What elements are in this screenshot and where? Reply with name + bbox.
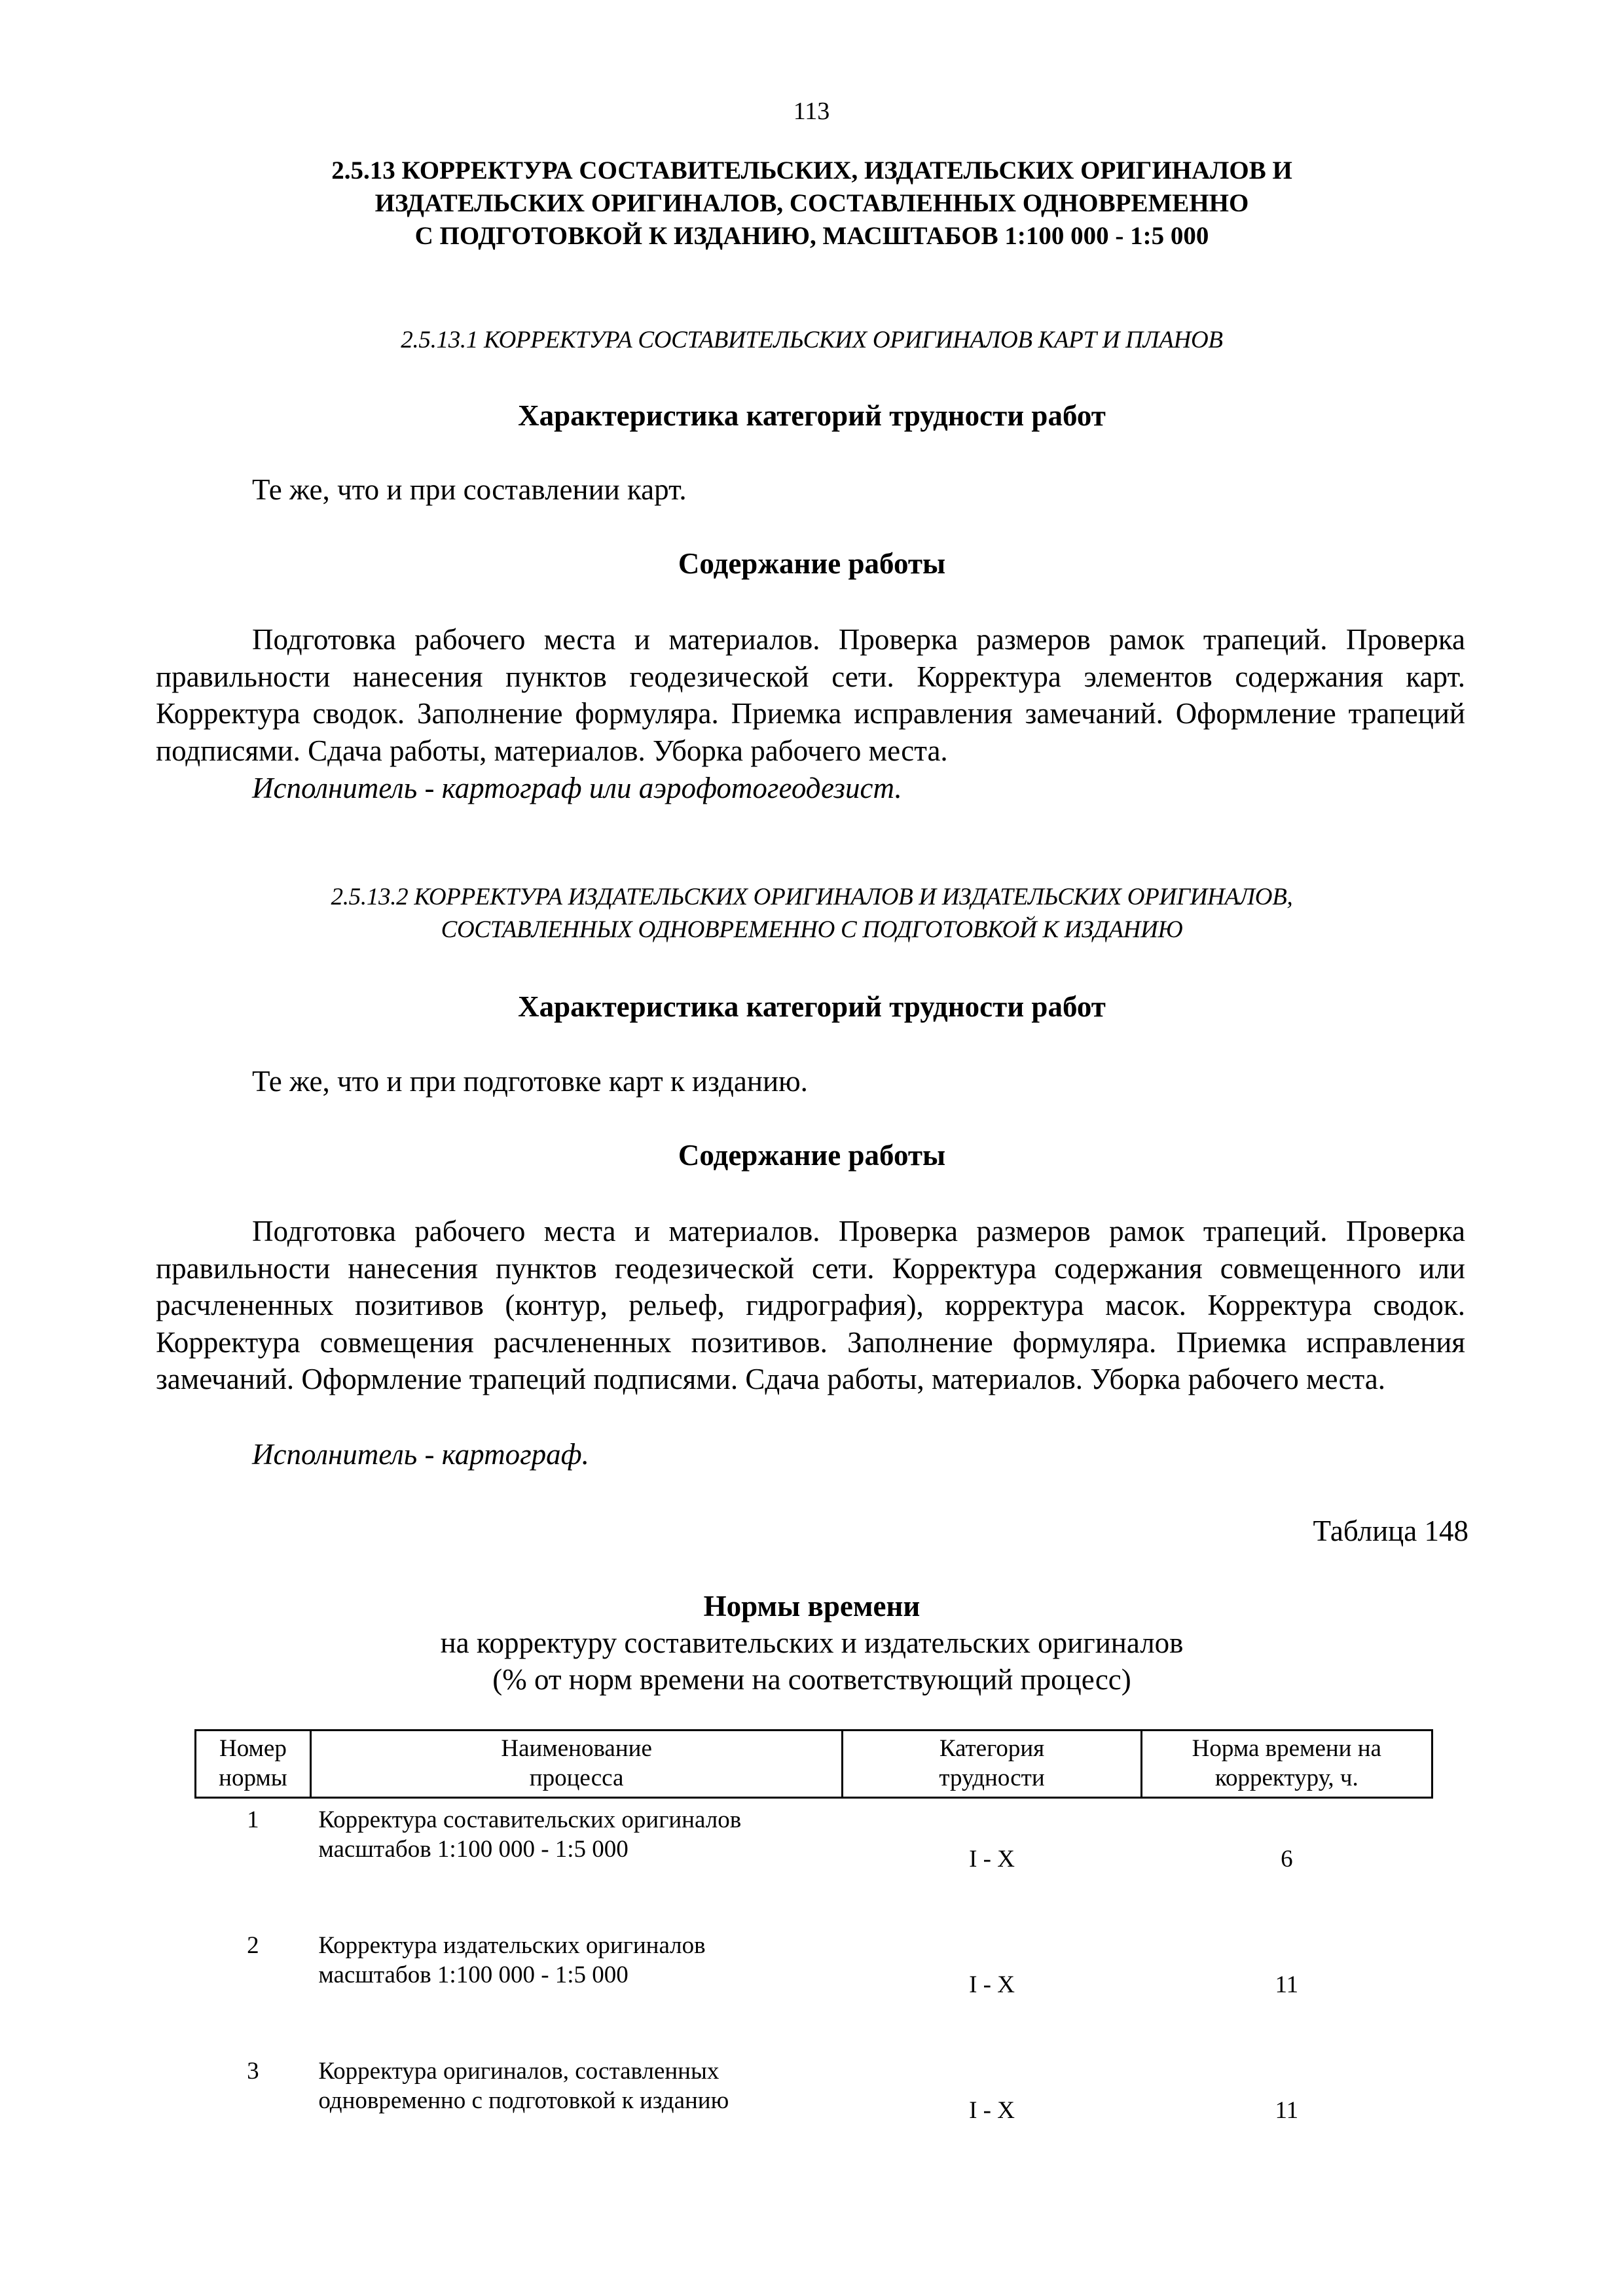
sub2-difficulty-text: Те же, что и при подготовке карт к изданию. xyxy=(252,1065,808,1098)
row-num: 2 xyxy=(247,1932,259,1959)
subsection-2-title xyxy=(196,881,1427,946)
row-norm: 11 xyxy=(1275,2097,1299,2124)
page-number: 113 xyxy=(793,98,830,125)
sub1-content-paragraph: Подготовка рабочего места и материалов. Проверка размеров рамок трапеций. Проверка правильности нанесения пунктов геодезической сети. Корректура элементов содержания карт. Корректура сводок. Заполнение формуляра. Приемка исправления замечаний. Оформление трапеций подписями. Сдача работы, материалов. Уборка рабочего места. xyxy=(156,623,1465,767)
header-category: Категория трудности xyxy=(843,1731,1141,1798)
section-title-line: 2.5.13 КОРРЕКТУРА СОСТАВИТЕЛЬСКИХ, ИЗДАТЕЛЬСКИХ ОРИГИНАЛОВ И xyxy=(331,156,1292,185)
row-category: I - X xyxy=(969,1846,1015,1873)
row-num: 3 xyxy=(247,2058,259,2085)
sub2-content-heading: Содержание работы xyxy=(678,1139,946,1172)
row-category: I - X xyxy=(969,2097,1015,2124)
sub1-difficulty-text: Те же, что и при составлении карт. xyxy=(252,473,687,506)
sub2-content-paragraph: Подготовка рабочего места и материалов. Проверка размеров рамок трапеций. Проверка правильности нанесения пунктов геодезической сети. Корректура содержания совмещенного или расчлененных позитивов (контур, рельеф, гидрография), корректура масок. Корректура сводок. Корректура совмещения расчлененных позитивов. Заполнение формуляра. Приемка исправления замечаний. Оформление трапеций подписями. Сдача работы, материалов. Уборка рабочего места. xyxy=(156,1215,1465,1395)
header-name: Наименование процесса xyxy=(310,1731,843,1798)
table-subtitle-line: на корректуру составительских и издательских оригиналов xyxy=(440,1626,1184,1659)
section-title-line: С ПОДГОТОВКОЙ К ИЗДАНИЮ, МАСШТАБОВ 1:100 000 - 1:5 000 xyxy=(414,222,1209,250)
subsection-1-title: 2.5.13.1 КОРРЕКТУРА СОСТАВИТЕЛЬСКИХ ОРИГИНАЛОВ КАРТ И ПЛАНОВ xyxy=(401,327,1223,353)
row-name: Корректура составительских оригиналов масштабов 1:100 000 - 1:5 000 xyxy=(318,1806,742,1863)
table-row xyxy=(196,2050,1432,2176)
row-name: Корректура оригиналов, составленных одновременно с подготовкой к изданию xyxy=(318,2058,729,2114)
sub1-difficulty-heading: Характеристика категорий трудности работ xyxy=(518,399,1106,432)
row-num: 1 xyxy=(247,1806,259,1833)
table-subtitle-line: (% от норм времени на соответствующий процесс) xyxy=(492,1663,1131,1696)
row-norm: 11 xyxy=(1275,1971,1299,1998)
table-row xyxy=(196,1924,1432,2050)
table-label: Таблица 148 xyxy=(1313,1515,1468,1547)
section-title-line: ИЗДАТЕЛЬСКИХ ОРИГИНАЛОВ, СОСТАВЛЕННЫХ ОДНОВРЕМЕННО xyxy=(374,189,1249,217)
row-category: I - X xyxy=(969,1971,1015,1998)
subsection-2-title-line: 2.5.13.2 КОРРЕКТУРА ИЗДАТЕЛЬСКИХ ОРИГИНАЛОВ И ИЗДАТЕЛЬСКИХ ОРИГИНАЛОВ, xyxy=(331,884,1293,910)
table-title-main: Нормы времени xyxy=(703,1590,921,1623)
sub2-difficulty-heading: Характеристика категорий трудности работ xyxy=(518,990,1106,1023)
subsection-2-title-line: СОСТАВЛЕННЫХ ОДНОВРЕМЕННО С ПОДГОТОВКОЙ К ИЗДАНИЮ xyxy=(441,916,1183,943)
sub1-content-heading: Содержание работы xyxy=(678,547,946,580)
header-num: Номер нормы xyxy=(196,1731,311,1798)
sub2-performer: Исполнитель - картограф. xyxy=(252,1438,589,1471)
row-norm: 6 xyxy=(1281,1846,1293,1873)
header-norm: Норма времени на корректуру, ч. xyxy=(1141,1731,1432,1798)
table-row xyxy=(196,1798,1432,1925)
table-header-row xyxy=(196,1731,1432,1798)
sub1-performer: Исполнитель - картограф или аэрофотогеодезист. xyxy=(252,772,902,804)
section-title xyxy=(196,154,1427,253)
table-title xyxy=(196,1588,1427,1698)
row-name: Корректура издательских оригиналов масштабов 1:100 000 - 1:5 000 xyxy=(318,1932,706,1988)
norms-table xyxy=(194,1729,1433,2176)
